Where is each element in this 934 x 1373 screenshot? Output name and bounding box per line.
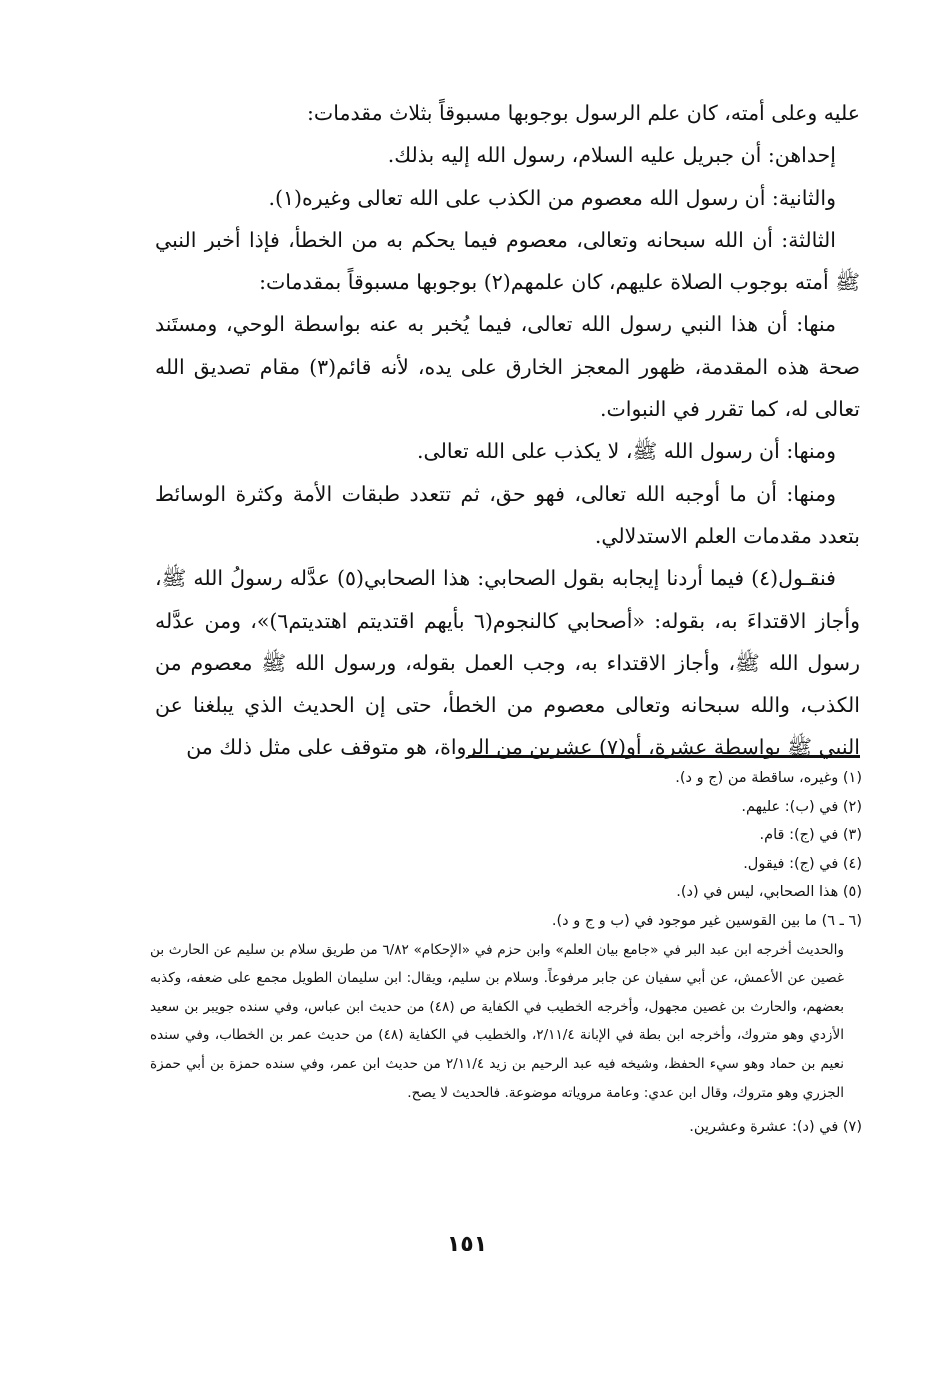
main-paragraph: عليه وعلى أمته، كان علم الرسول بوجوبها مسبوقاً بثلاث مقدمات: (307, 101, 860, 125)
footnote: (٧) في (د): عشرة وعشرين. (689, 1119, 862, 1136)
main-paragraph: ومنها: أن ما أوجبه الله تعالى، فهو حق، ثم تتعدد طبقات الأمة وكثرة الوسائط بتعدد مقدمات العلم الاستدلالي. (155, 481, 860, 548)
footnote-hadith-commentary: والحديث أخرجه ابن عبد البر في «جامع بيان العلم» وابن حزم في «الإحكام» ٦/٨٢ من طريق سلام بن سليم عن الحارث بن غصين عن الأعمش، عن أبي سفيان عن جابر مرفوعاً. وسلام بن سليم، ويقال: ابن سليمان الطويل مجمع على ضعفه، وكذبه بعضهم، والحارث بن غصين مجهول، وأخرجه الخطيب في الكفاية ص (٤٨) من حديث ابن عباس، وفي سنده جويبر بن سعيد الأزدي وهو متروك، وأخرجه ابن بطة في الإبانة ٢/١١/٤، والخطيب في الكفاية (٤٨) من حديث عمر بن الخطاب، وفي سنده نعيم بن حماد وهو سيء الحفظ، وشيخه فيه عبد الرحيم بن زيد ٢/١١/٤ من حديث ابن عمر، وفي سنده حمزة بن أبي حمزة الجزري وهو متروك، وقال ابن عدي: وعامة مروياته موضوعة. فالحديث لا يصح. (150, 941, 845, 1101)
main-paragraph: ومنها: أن رسول الله ﷺ، لا يكذب على الله تعالى. (416, 439, 836, 464)
footnotes-block (150, 764, 862, 1142)
footnote-divider (468, 755, 860, 758)
page-number: ١٥١ (446, 1232, 488, 1257)
footnote: (٣) في (ج): قام. (759, 827, 862, 844)
main-paragraph: فنقـول(٤) فيما أردنا إيجابه بقول الصحابي: هذا الصحابي(٥) عدَّله رسولُ الله ﷺ، وأجاز الاقتداءَ به، بقوله: «أصحابي كالنجوم(٦ بأيهم اقتديتم اهتديتم٦)»، ومن عدَّله رسول الله ﷺ، وأجاز الاقتداء به، وجب العمل بقوله، ورسول الله ﷺ معصوم من الكذب، والله سبحانه وتعالى معصوم من الخطأ، حتى إن الحديث الذي يبلغنا عن النبي ﷺ بواسطة عشرة، أو(٧) عشرين من الرواة، هو متوقف على مثل ذلك من (155, 566, 860, 760)
footnote: (٥) هذا الصحابي، ليس في (د). (676, 884, 862, 901)
main-paragraph: والثانية: أن رسول الله معصوم من الكذب على الله تعالى وغيره(١). (268, 185, 836, 210)
main-text-block (155, 92, 860, 769)
main-paragraph: إحداهن: أن جبريل عليه السلام، رسول الله إليه بذلك. (387, 143, 836, 168)
footnote: (١) وغيره، ساقطة من (ج و د). (675, 770, 862, 786)
main-paragraph: الثالثة: أن الله سبحانه وتعالى، معصوم فيما يحكم به من الخطأ، فإذا أخبر النبي ﷺ أمته بوجوب الصلاة عليهم، كان علمهم(٢) بوجوبها مسبوقاً بمقدمات: (155, 227, 860, 295)
footnote: (٢) في (ب): عليهم. (741, 798, 862, 815)
footnote: (٤) في (ج): فيقول. (743, 855, 862, 872)
footnote: (٦ ـ ٦) ما بين القوسين غير موجود في (ب و ج و د). (551, 912, 862, 929)
main-paragraph: منها: أن هذا النبي رسول الله تعالى، فيما يُخبر به عنه بواسطة الوحي، ومستَند صحة هذه المقدمة، ظهور المعجز الخارق على يده، لأنه قائم(٣) مقام تصديق الله تعالى له، كما تقرر في النبوات. (155, 312, 860, 422)
